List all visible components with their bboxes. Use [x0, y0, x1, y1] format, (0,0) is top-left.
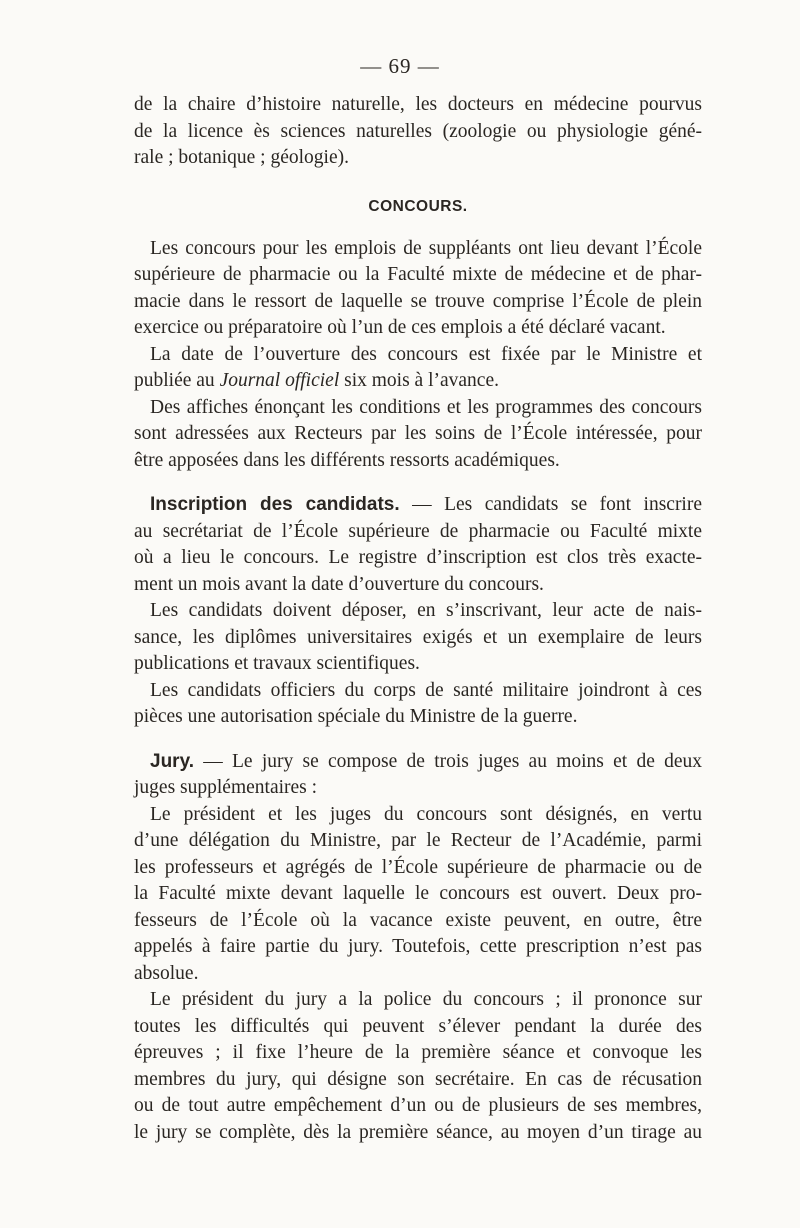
text-line: le jury se complète, dès la première séance, au moyen d’un tirage au: [134, 1121, 702, 1143]
text-line: épreuves ; il fixe l’heure de la première séance et convoque les: [134, 1042, 702, 1063]
text-line: d’une délégation du Ministre, par le Recteur de l’Académie, parmi: [134, 830, 702, 851]
text-line: où a lieu le concours. Le registre d’inscription est clos très exacte-: [134, 547, 702, 568]
page-number: — 69 —: [360, 54, 440, 78]
section-heading-concours: CONCOURS.: [368, 197, 468, 215]
text-fragment: — Le jury se compose de trois juges au moins et de deux: [194, 750, 702, 772]
text-line: [134, 368, 702, 395]
paragraph-spacer: [134, 731, 702, 749]
text-line: macie dans le ressort de laquelle se trouve comprise l’École de plein: [134, 290, 702, 312]
text-line: La date de l’ouverture des concours est fixée par le Ministre et: [150, 343, 702, 365]
text-line: [134, 749, 702, 776]
text-line: absolue.: [134, 962, 199, 984]
text-line: Les candidats doivent déposer, en s’inscrivant, leur acte de nais-: [150, 600, 702, 621]
paragraph-documents: [134, 598, 702, 678]
text-line: les professeurs et agrégés de l’École supérieure de pharmacie ou de: [134, 856, 702, 878]
text-line: membres du jury, qui désigne son secrétaire. En cas de récusation: [134, 1068, 702, 1090]
paragraph-concours-location: [134, 236, 702, 342]
paragraph-eligibility-continued: [134, 92, 702, 172]
text-line: pièces une autorisation spéciale du Ministre de la guerre.: [134, 706, 578, 727]
text-line: fesseurs de l’École où la vacance existe peuvent, en outre, être: [134, 909, 702, 931]
text-line: juges supplémentaires :: [134, 777, 318, 798]
body-text: [134, 92, 702, 1146]
text-line: au secrétariat de l’École supérieure de pharmacie ou Faculté mixte: [134, 520, 702, 542]
text-line: sance, les diplômes universitaires exigés et un exemplaire de leurs: [134, 626, 702, 648]
text-line: la Faculté mixte devant laquelle le concours est ouvert. Deux pro-: [134, 883, 702, 904]
journal-title: Journal officiel: [219, 370, 340, 391]
text-line: Le président et les juges du concours sont désignés, en vertu: [150, 803, 702, 825]
text-fragment: — Les candidats se font inscrire: [399, 494, 702, 515]
jury-lead: Jury.: [150, 750, 195, 772]
text-line: ou de tout autre empêchement d’un ou de plusieurs de ses membres,: [134, 1095, 702, 1116]
text-line: supérieure de pharmacie ou la Faculté mixte de médecine et de phar-: [134, 264, 702, 285]
text-line: être apposées dans les différents ressorts académiques.: [134, 449, 560, 471]
text-line: appelés à faire partie du jury. Toutefois, cette prescription n’est pas: [134, 936, 702, 957]
text-fragment: publiée au: [134, 370, 220, 391]
text-line: Les candidats officiers du corps de santé militaire joindront à ces: [150, 679, 702, 701]
paragraph-officiers: [134, 678, 702, 731]
inscription-lead: Inscription des candidats.: [150, 494, 400, 515]
text-line: sont adressées aux Recteurs par les soins de l’École intéressée, pour: [134, 423, 702, 444]
text-fragment: six mois à l’avance.: [339, 370, 499, 391]
paragraph-affiches: [134, 395, 702, 475]
text-line: Les concours pour les emplois de suppléants ont lieu devant l’École: [150, 237, 702, 259]
text-line: de la chaire d’histoire naturelle, les docteurs en médecine pourvus: [134, 94, 702, 115]
paragraph-spacer: [134, 474, 702, 492]
paragraph-inscription: [134, 492, 702, 598]
text-line: Le président du jury a la police du concours ; il prononce sur: [150, 989, 702, 1010]
paragraph-jury-president: [134, 987, 702, 1146]
paragraph-jury-designation: [134, 802, 702, 988]
text-line: ment un mois avant la date d’ouverture du concours.: [134, 573, 544, 595]
text-line: de la licence ès sciences naturelles (zoologie ou physiologie géné-: [134, 120, 702, 142]
text-line: exercice ou préparatoire où l’un de ces emplois a été déclaré vacant.: [134, 317, 666, 338]
paragraph-concours-date: [134, 342, 702, 395]
text-line: [134, 492, 702, 519]
text-line: Des affiches énonçant les conditions et les programmes des concours: [150, 396, 702, 418]
text-line: rale ; botanique ; géologie).: [134, 147, 349, 168]
text-line: publications et travaux scientifiques.: [134, 653, 420, 674]
text-line: toutes les difficultés qui peuvent s’élever pendant la durée des: [134, 1015, 702, 1037]
paragraph-jury: [134, 749, 702, 802]
